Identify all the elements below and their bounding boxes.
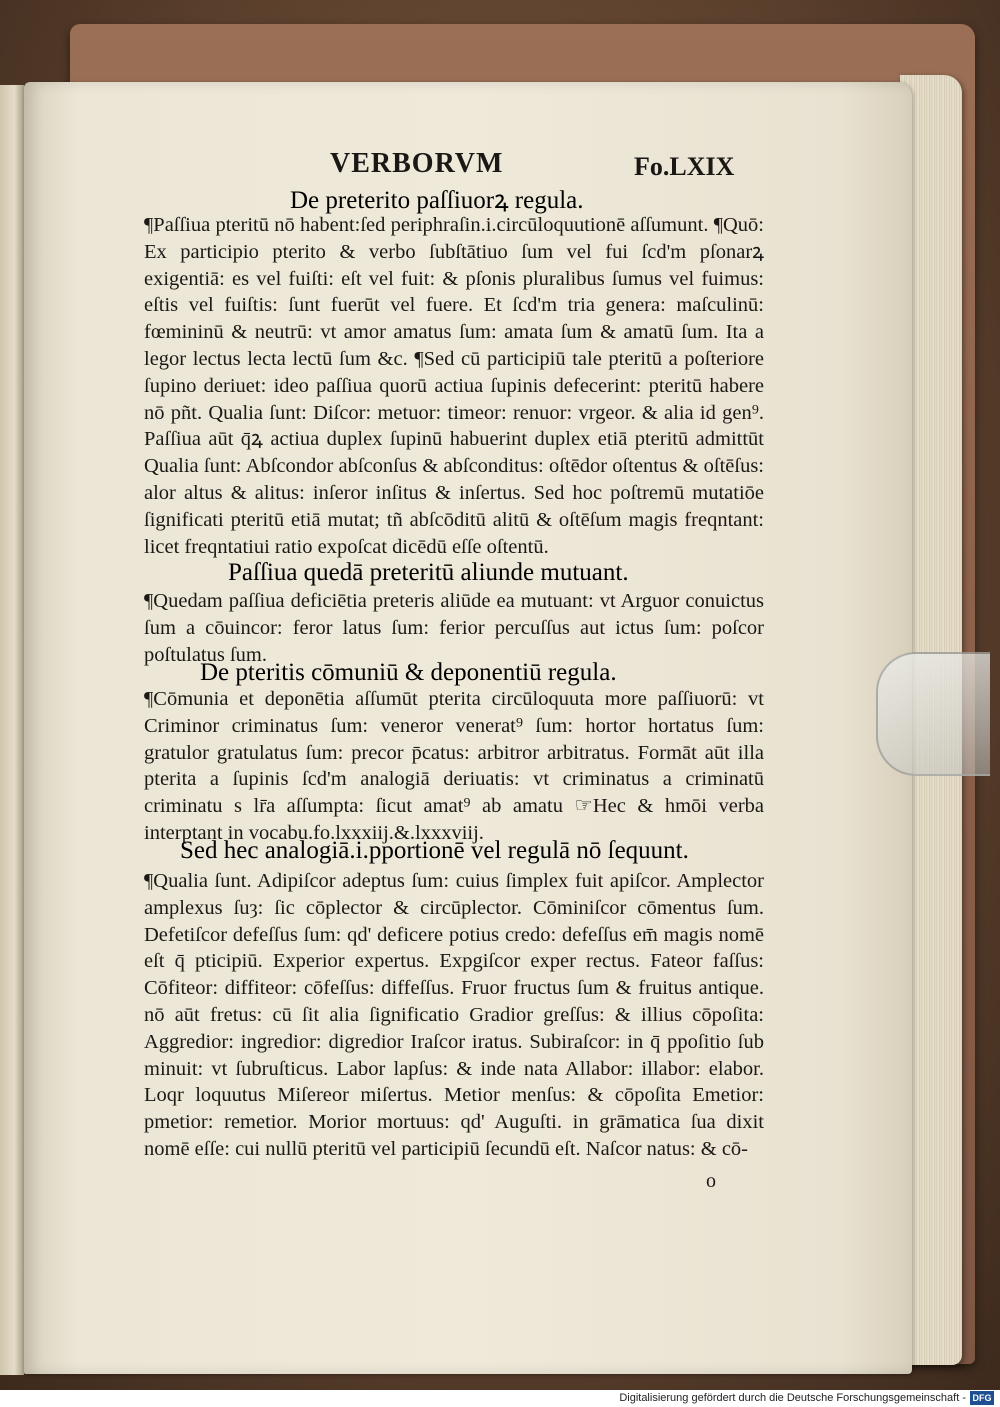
section-heading: Sed hec analogiā.i.pportionē vel regulā nō ſequunt. — [180, 837, 689, 864]
running-title: VERBORVM — [330, 148, 504, 179]
section-paragraph: ¶Paſſiua pteritū nō habent:ſed periphraſin.i.circūloquutionē aſſumunt. ¶Quō: Ex participio pterito & verbo ſubſtātiuo ſum vel fui ſcd'm pſonarꝝ exigentiā: es vel fuiſti: eſt vel fuit: & pſonis pluralibus ſumus vel fuimus: eſtis vel fuiſtis: ſunt fuerūt vel fuere. Et ſcd'm tria genera: maſculinū: fœmininū & neutrū: vt amor amatus ſum: amata ſum & amatū ſum. Ita a legor lectus lecta lectū ſum &c. ¶Sed cū participiū tale pteritū a poſteriore ſupino deriuet: ideo paſſiua quorū actiua ſupinis defecerint: pteritū habere nō pñt. Qualia ſunt: Diſcor: metuor: timeor: renuor: vrgeor. & alia id gen⁹. Paſſiua aūt q̄ꝝ actiua duplex ſupinū habuerint duplex etiā pteritū admittūt Qualia ſunt: Abſcondor abſconſus & abſconditus: oſtēdor oſtentus & oſtēſus: alor altus & alitus: inſeror inſitus & inſertus. Sed hoc poſtremū mutatiōe ſignificati pteritū etiā mutat; tñ abſcōditū alitū & oſtēſum magis freqntant: licet freqntatiui ratio expoſcat dicēdū eſſe oſtentū. — [144, 214, 764, 558]
dfg-logo-icon: DFG — [970, 1391, 994, 1405]
folio-number: Fo.LXIX — [634, 152, 735, 181]
section-heading: De pteritis cōmuniū & deponentiū regula. — [200, 659, 617, 686]
facing-page-edge — [0, 85, 24, 1375]
section-paragraph: ¶Quedam paſſiua deficiētia preteris aliūde ea mutuant: vt Arguor conuictus ſum a cōuincor: feror latus ſum: ferior percuſſus aut ictus ſum: poſcor poſtulatus ſum. — [144, 590, 764, 666]
running-header — [300, 148, 760, 184]
section-paragraph: ¶Qualia ſunt. Adipiſcor adeptus ſum: cuius ſimplex fuit apiſcor. Amplector amplexus ſuȝ: ſic cōplector & circūplector. Cōminiſcor cōmentus ſum. Defetiſcor defeſſus ſum: qd' deficere potius credo: defeſſus em̄ magis nomē eſt q̄ pticipiū. Experior expertus. Expgiſcor exper rectus. Fateor faſſus: Cōfiteor: diffiteor: cōfeſſus: diffeſſus. Fruor fructus ſum & fruitus antique. nō aūt fretus: cū ſit alia ſignificatio Gradior greſſus: & illius cōpoſita: Aggredior: ingredior: digredior Iraſcor iratus. Subiraſcor: in q̄ ppoſitio ſub minuit: vt ſubruſticus. Labor lapſus: & inde nata Allabor: illabor: elabor. Loqr loquutus Miſereor miſertus. Metior menſus: & cōpoſita Emetior: pmetior: remetior. Morior mortuus: qd' Auguſti. in grāmatica ſua dixit nomē eſſe: cui nullū pteritū vel participiū ſecundū eſt. Naſcor natus: & cō- — [144, 870, 764, 1160]
section-heading: De preterito paſſiuorꝝ regula. — [290, 187, 584, 214]
signature-mark: o — [706, 1170, 716, 1192]
footer-credit: Digitalisierung gefördert durch die Deutsche Forschungsgemeinschaft - — [619, 1392, 966, 1404]
section-heading: Paſſiua quedā preteritū aliunde mutuant. — [228, 559, 629, 586]
page-clip — [876, 652, 990, 776]
section-paragraph: ¶Cōmunia et deponētia aſſumūt pterita circūloquuta more paſſiuorū: vt Criminor criminatus ſum: veneror venerat⁹ ſum: hortor hortatus ſum: gratulor gratulatus ſum: precor p̄catus: arbitror arbitratus. Formāt aūt illa pterita a ſupinis ſcd'm analogiā deriuatis: vt criminatus a criminatū criminatu s lr̄a aſſumpta: ſicut amat⁹ ab amatu ☞Hec & hmōi verba interptant in vocabu.fo.lxxxiij.&.lxxxviij. — [144, 688, 764, 844]
